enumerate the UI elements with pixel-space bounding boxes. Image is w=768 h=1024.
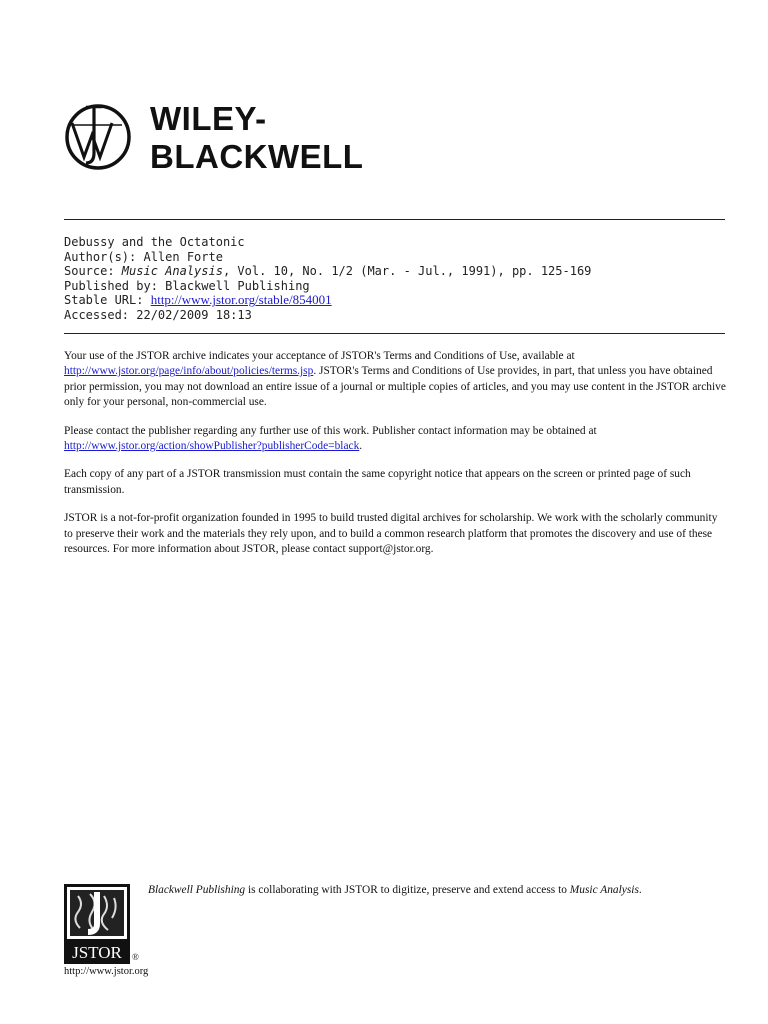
logo-wordmark <box>150 100 363 176</box>
top-divider <box>64 219 725 220</box>
article-accessed: Accessed: 22/02/2009 18:13 <box>64 307 252 322</box>
terms-p2-b: . <box>359 440 363 453</box>
jstor-url: http://www.jstor.org <box>64 966 149 977</box>
stable-url-link[interactable]: http://www.jstor.org/stable/854001 <box>150 292 332 308</box>
source-journal: Music Analysis <box>121 264 223 279</box>
collab-mid: is collaborating with JSTOR to digitize, preserve and extend access to <box>245 884 570 896</box>
article-authors: Author(s): Allen Forte <box>64 249 223 264</box>
terms-p1-a: Your use of the JSTOR archive indicates your acceptance of JSTOR's Terms and Conditions of Use, available at <box>64 350 575 362</box>
terms-paragraph-3: Each copy of any part of a JSTOR transmission must contain the same copyright notice that appears on the screen or printed page of such transmission. <box>64 468 691 496</box>
publisher-link[interactable]: http://www.jstor.org/action/showPublisher?publisherCode=black <box>64 440 360 453</box>
terms-block <box>64 349 729 570</box>
collab-end: . <box>638 884 642 896</box>
jstor-logo-text: JSTOR <box>72 943 122 962</box>
terms-paragraph-1 <box>64 349 729 411</box>
terms-paragraph-4: JSTOR is a not-for-profit organization founded in 1995 to build trusted digital archives for scholarship. We work with the scholarly community to preserve their work and the materials they rely upon, and to build a common research platform that promotes the discovery and use of these resources. For more information about JSTOR, please contact support@jstor.org. <box>64 512 718 556</box>
article-source <box>64 264 591 279</box>
article-stable-url <box>64 293 591 308</box>
source-prefix: Source: <box>64 264 122 279</box>
article-title: Debussy and the Octatonic <box>64 235 245 249</box>
logo-line-1: WILEY- <box>150 100 267 137</box>
collab-publisher: Blackwell Publishing <box>148 884 246 896</box>
terms-paragraph-2 <box>64 424 729 455</box>
jstor-logo-icon <box>64 884 130 964</box>
source-rest: , Vol. 10, No. 1/2 (Mar. - Jul., 1991), pp. 125-169 <box>222 264 592 279</box>
logo-line-2: BLACKWELL <box>150 138 364 175</box>
collaboration-notice <box>148 884 642 896</box>
stable-prefix: Stable URL: <box>64 293 151 308</box>
collab-journal: Music Analysis <box>569 884 639 896</box>
citation-block <box>64 235 591 323</box>
registered-mark-icon: ® <box>132 952 139 962</box>
terms-p1-b: . JSTOR's Terms and Conditions of Use provides, in part, that unless you have obtained prior permission, you may not download an entire issue of a journal or multiple copies of articles, and you may use content in the JSTOR archive only for your personal, non-commercial use. <box>64 365 726 409</box>
terms-p2-a: Please contact the publisher regarding any further use of this work. Publisher contact information may be obtained at <box>64 424 597 437</box>
bottom-divider <box>64 333 725 334</box>
terms-link[interactable]: http://www.jstor.org/page/info/about/policies/terms.jsp <box>64 365 314 378</box>
wiley-blackwell-logo-icon <box>64 97 134 177</box>
article-publisher: Published by: Blackwell Publishing <box>64 278 310 293</box>
